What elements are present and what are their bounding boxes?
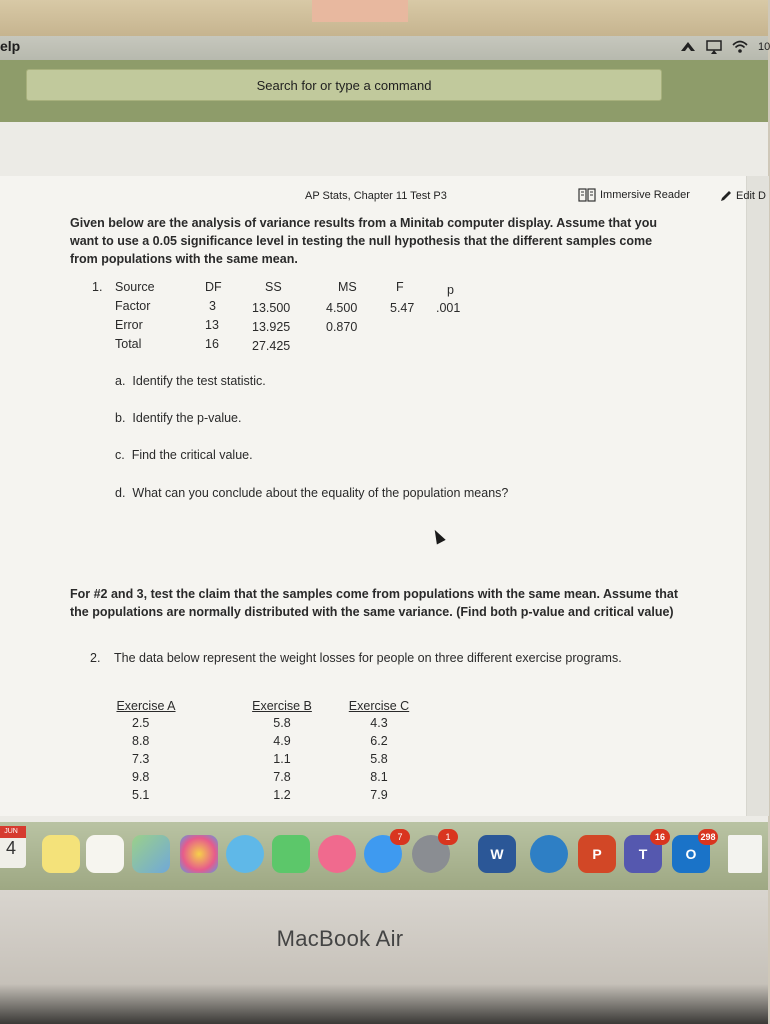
anova-total-source: Total	[115, 337, 142, 351]
immersive-reader-button[interactable]	[578, 188, 690, 202]
column-header: Exercise B	[252, 699, 312, 713]
wifi-icon[interactable]	[732, 39, 748, 55]
exercise-table	[0, 699, 768, 809]
cell: 4.3	[370, 716, 388, 730]
search-placeholder: Search for or type a command	[256, 77, 432, 93]
edit-document-label: Edit D	[736, 190, 766, 202]
question-number: 1.	[92, 280, 103, 294]
airplay-icon[interactable]	[706, 39, 722, 55]
document-title: AP Stats, Chapter 11 Test P3	[305, 190, 447, 202]
question-number: 2.	[90, 651, 101, 665]
system-preferences-badge: 1	[438, 829, 458, 845]
anova-header-df: DF	[205, 280, 222, 294]
edit-document-button[interactable]	[720, 190, 766, 202]
question-text: The data below represent the weight losses for people on three different exercise programs.	[114, 651, 622, 665]
music-icon[interactable]	[318, 835, 356, 873]
column-header: Exercise A	[116, 699, 176, 713]
messages-icon[interactable]	[226, 835, 264, 873]
facetime-icon[interactable]	[272, 835, 310, 873]
outlook-icon[interactable]	[672, 832, 716, 873]
sub-question-a	[115, 374, 266, 388]
anova-total-df: 16	[205, 337, 219, 351]
anova-factor-ss: 13.500	[252, 301, 291, 315]
laptop-brand-label: MacBook Air	[276, 926, 404, 951]
outlook-badge: 298	[698, 829, 718, 845]
cell: 7.9	[370, 788, 388, 802]
outlook-letter: O	[685, 846, 697, 862]
maps-icon[interactable]	[132, 835, 170, 873]
app-store-badge: 7	[390, 829, 410, 845]
powerpoint-letter: P	[592, 846, 602, 862]
cell: 5.8	[370, 752, 388, 766]
cell: 8.8	[132, 734, 150, 748]
powerpoint-icon[interactable]	[578, 835, 616, 873]
anova-factor-source: Factor	[115, 299, 151, 313]
cell: 7.3	[132, 752, 150, 766]
anova-factor-df: 3	[209, 299, 216, 313]
document-header	[0, 188, 768, 208]
cell: 1.1	[273, 752, 291, 766]
immersive-reader-label: Immersive Reader	[600, 189, 690, 201]
calendar-month: JUN	[0, 826, 26, 838]
anova-header-p: p	[447, 283, 454, 297]
laptop-bezel	[0, 890, 768, 1024]
creative-cloud-icon[interactable]	[680, 39, 696, 55]
word-letter: W	[490, 846, 504, 862]
sub-question-text: Identify the p-value.	[132, 411, 242, 425]
sub-question-label: d.	[115, 486, 126, 500]
anova-error-ss: 13.925	[252, 320, 291, 334]
cell: 2.5	[132, 716, 150, 730]
teams-icon[interactable]	[624, 832, 665, 873]
menu-bar	[0, 36, 768, 60]
cell: 7.8	[273, 770, 291, 784]
calendar-day: 4	[5, 838, 16, 858]
app-store-icon[interactable]	[364, 832, 403, 873]
anova-factor-f: 5.47	[390, 301, 415, 315]
menu-help[interactable]: elp	[0, 38, 21, 54]
sub-question-label: c.	[115, 448, 125, 462]
webex-icon[interactable]	[530, 835, 568, 873]
anova-error-df: 13	[205, 318, 219, 332]
anova-factor-ms: 4.500	[326, 301, 358, 315]
cell: 6.2	[370, 734, 388, 748]
immersive-reader-icon	[578, 188, 596, 202]
exercise-column-c	[344, 699, 414, 804]
sub-question-c	[115, 448, 253, 462]
anova-header-source: Source	[115, 280, 155, 294]
anova-factor-p: .001	[436, 301, 461, 315]
status-area	[680, 39, 768, 55]
anova-total-ss: 27.425	[252, 339, 291, 353]
anova-header-ss: SS	[265, 280, 282, 294]
pencil-icon	[720, 190, 732, 202]
sub-question-text: Find the critical value.	[131, 448, 253, 462]
calendar-icon[interactable]	[0, 826, 26, 868]
reminders-icon[interactable]	[86, 835, 124, 873]
anova-error-source: Error	[115, 318, 143, 332]
cell: 5.1	[132, 788, 150, 802]
column-header: Exercise C	[348, 699, 410, 713]
intro-paragraph: Given below are the analysis of variance results from a Minitab computer display. Assume that you want to use a 0.05 significance level in testing the null hypothesis that the different samples come from populations with the same mean.	[70, 216, 657, 266]
command-search-input[interactable]	[26, 69, 662, 101]
word-icon[interactable]	[478, 835, 516, 873]
document-preview-icon[interactable]	[728, 835, 762, 873]
dock	[0, 822, 768, 890]
cell: 5.8	[273, 716, 291, 730]
sub-question-text: What can you conclude about the equality of the population means?	[132, 486, 509, 500]
sticky-note	[312, 0, 408, 22]
sub-question-b	[115, 411, 242, 425]
notes-icon[interactable]	[42, 835, 80, 873]
system-preferences-icon[interactable]	[412, 832, 451, 873]
instructions-paragraph: For #2 and 3, test the claim that the samples come from populations with the same mean. Assume that the populations are normally distributed with the same variance. (Find both p-value and critical value)	[70, 587, 679, 619]
cell: 9.8	[132, 770, 150, 784]
teams-badge: 16	[650, 829, 670, 845]
cell: 4.9	[273, 734, 291, 748]
photos-icon[interactable]	[180, 835, 218, 873]
anova-header-f: F	[396, 280, 404, 294]
sub-question-label: a.	[115, 374, 126, 388]
sub-question-d	[115, 486, 508, 500]
cell: 8.1	[370, 770, 388, 784]
anova-error-ms: 0.870	[326, 320, 358, 334]
command-bar	[0, 60, 768, 122]
exercise-column-b	[247, 699, 317, 804]
teams-letter: T	[638, 846, 648, 862]
exercise-column-a	[112, 699, 180, 804]
clock[interactable]: 10	[758, 41, 770, 53]
sub-question-label: b.	[115, 411, 126, 425]
sub-question-text: Identify the test statistic.	[132, 374, 266, 388]
anova-header-ms: MS	[338, 280, 357, 294]
cell: 1.2	[273, 788, 291, 802]
anova-table	[0, 280, 768, 360]
